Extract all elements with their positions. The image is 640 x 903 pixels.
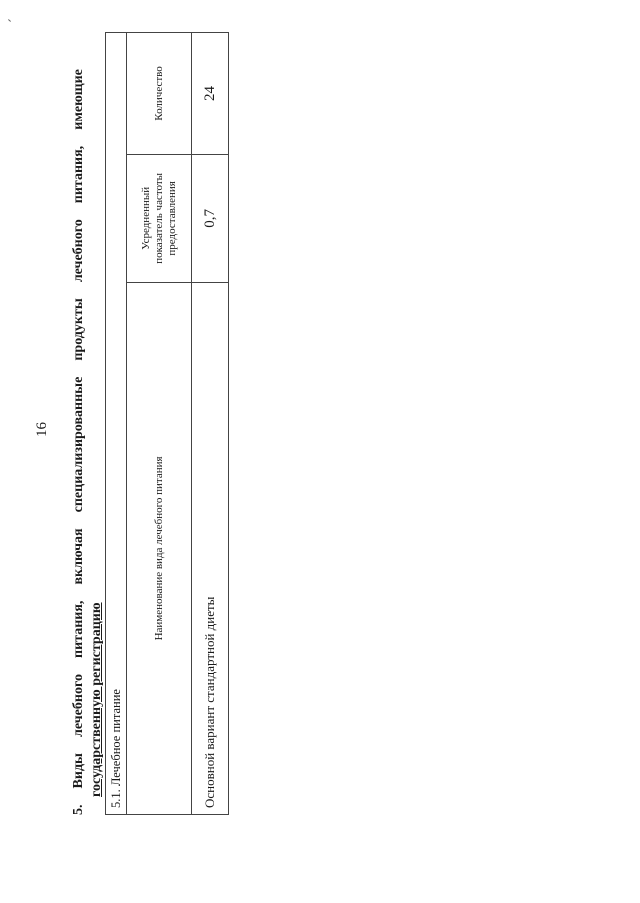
heading-word: питания,: [71, 145, 86, 204]
column-header-frequency: Усредненный показатель частоты предоставления: [127, 154, 192, 282]
heading-word: включая: [71, 528, 86, 585]
heading-word: 5.: [71, 804, 86, 815]
row-quantity-cell: 24: [192, 33, 229, 155]
heading-line-1: [70, 69, 88, 815]
heading-word: питания,: [71, 600, 86, 658]
heading-word: имеющие: [71, 69, 86, 130]
heading-word: лечебного: [71, 219, 86, 283]
heading-word: Виды: [71, 753, 86, 789]
heading-line-2: государственную регистрацию: [89, 602, 104, 797]
column-header-quantity: Количество: [127, 33, 192, 155]
section-heading: [70, 69, 106, 815]
table-header-row: [127, 33, 192, 815]
nutrition-table: [105, 32, 229, 815]
column-header-name: Наименование вида лечебного питания: [127, 282, 192, 814]
heading-word: специализированные: [71, 376, 86, 513]
section-label: 5.1. Лечебное питание: [106, 33, 127, 815]
row-frequency-cell: 0,7: [192, 154, 229, 282]
row-name-cell: Основной вариант стандартной диеты: [192, 282, 229, 814]
table-section-row: [106, 33, 127, 815]
heading-word: лечебного: [71, 674, 86, 737]
table-row: [192, 33, 229, 815]
heading-word: продукты: [71, 298, 86, 361]
page-number: 16: [34, 422, 50, 437]
